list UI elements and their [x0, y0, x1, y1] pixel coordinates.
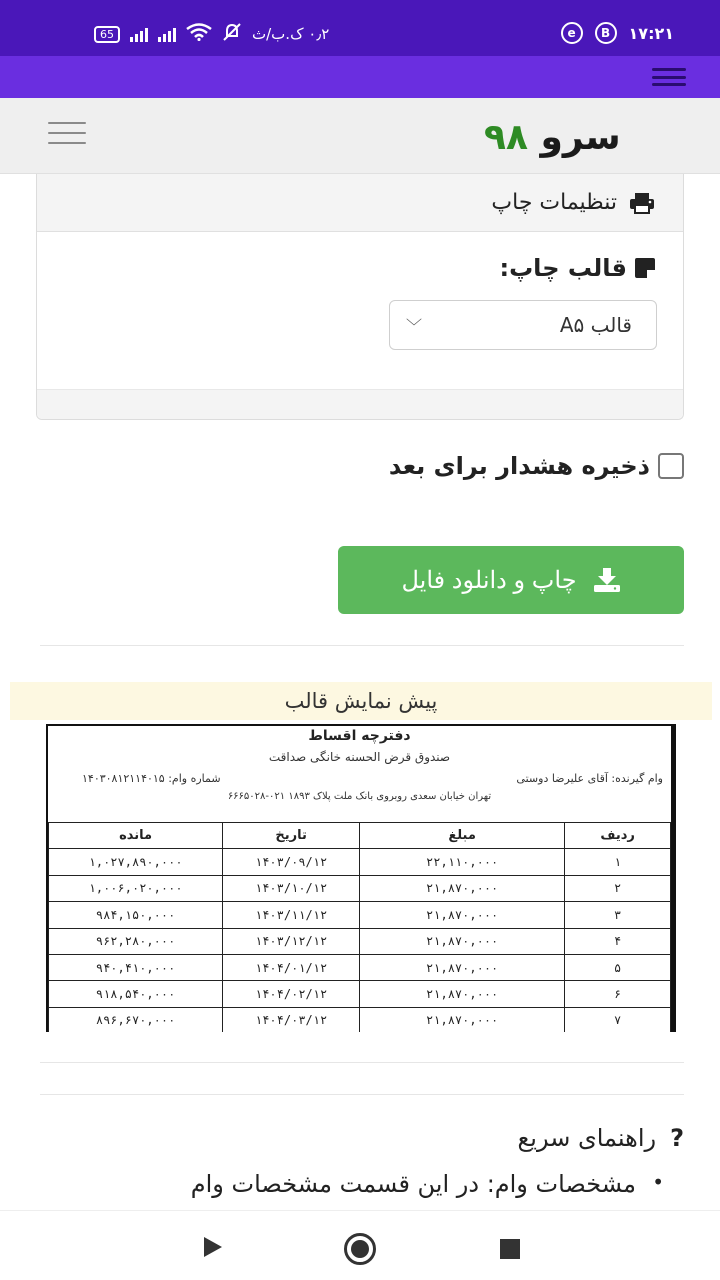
- mute-bell-icon: [222, 22, 242, 46]
- divider: [40, 645, 684, 646]
- cell-row-number: ۶: [565, 981, 671, 1007]
- save-warning-checkbox[interactable]: [658, 453, 684, 479]
- cell-remaining: ۹۸۴,۱۵۰,۰۰۰: [49, 902, 223, 928]
- doc-fund-name: صندوق قرض الحسنه خانگی صداقت: [268, 750, 451, 764]
- card-footer: [37, 389, 683, 419]
- clock: ۱۷:۲۱: [628, 23, 674, 43]
- doc-borrower: وام گیرنده: آقای علیرضا دوستی: [516, 772, 663, 785]
- download-icon: [593, 568, 621, 592]
- doc-loan-number: شماره وام: ۱۴۰۳۰۸۱۲۱۱۴۰۱۵: [82, 772, 221, 785]
- save-warning-label: ذخیره هشدار برای بعد: [388, 452, 650, 480]
- battery-icon: 65: [94, 26, 120, 43]
- table-row: [49, 849, 671, 875]
- signal-icon-2: [158, 26, 176, 42]
- print-settings-card: [36, 174, 684, 420]
- cell-remaining: ۸۹۶,۶۷۰,۰۰۰: [49, 1007, 223, 1032]
- save-warning-row[interactable]: [389, 452, 684, 480]
- site-menu-icon[interactable]: [48, 122, 86, 144]
- preview-document: [46, 724, 676, 1032]
- cell-row-number: ۲: [565, 875, 671, 901]
- doc-title: دفترچه اقساط: [308, 728, 411, 744]
- cell-date: ۱۴۰۴/۰۱/۱۲: [223, 954, 360, 980]
- template-select-value: قالب A۵: [559, 313, 632, 337]
- table-row: [49, 981, 671, 1007]
- logo-number: ۹۸: [484, 117, 528, 158]
- menu-icon[interactable]: [652, 68, 686, 86]
- divider: [40, 1094, 684, 1095]
- cell-amount: ۲۱,۸۷۰,۰۰۰: [360, 902, 565, 928]
- cell-remaining: ۱,۰۲۷,۸۹۰,۰۰۰: [49, 849, 223, 875]
- b-notification-icon: B: [595, 22, 617, 44]
- header-row-number: ردیف: [565, 823, 671, 849]
- doc-address: تهران خیابان سعدی روبروی بانک ملت پلاک ۱۸۹۳ ۰۲۱-۶۶۶۵۰۲۸: [227, 791, 492, 802]
- system-nav-bar: [0, 1210, 720, 1280]
- divider: [40, 1062, 684, 1063]
- chevron-down-icon: ﹀: [406, 316, 423, 336]
- quick-guide-item: • مشخصات وام: در این قسمت مشخصات وام: [191, 1170, 636, 1198]
- cell-date: ۱۴۰۴/۰۳/۱۲: [223, 1007, 360, 1032]
- cell-amount: ۲۱,۸۷۰,۰۰۰: [360, 1007, 565, 1032]
- template-label-row: [499, 254, 655, 282]
- status-left-group: [94, 22, 329, 46]
- table-row: [49, 902, 671, 928]
- status-right-group: [561, 22, 674, 44]
- cell-amount: ۲۱,۸۷۰,۰۰۰: [360, 954, 565, 980]
- cell-date: ۱۴۰۳/۰۹/۱۲: [223, 849, 360, 875]
- print-download-label: چاپ و دانلود فایل: [401, 566, 577, 594]
- doc-info-line: [48, 772, 671, 785]
- site-logo[interactable]: [484, 116, 621, 160]
- cell-row-number: ۱: [565, 849, 671, 875]
- cell-remaining: ۹۱۸,۵۴۰,۰۰۰: [49, 981, 223, 1007]
- table-header-row: [49, 823, 671, 849]
- print-download-button[interactable]: [338, 546, 684, 614]
- preview-label: پیش نمایش قالب: [10, 682, 712, 720]
- table-row: [49, 875, 671, 901]
- cell-row-number: ۵: [565, 954, 671, 980]
- table-row: [49, 1007, 671, 1032]
- status-bar: [0, 0, 720, 56]
- template-label: قالب چاپ:: [499, 254, 627, 282]
- site-header: [0, 98, 720, 174]
- printer-icon: [629, 192, 655, 214]
- table-row: [49, 928, 671, 954]
- quick-guide-title-row: [518, 1124, 684, 1152]
- app-bar: [0, 56, 720, 98]
- sticky-note-icon: [635, 258, 655, 278]
- cell-amount: ۲۱,۸۷۰,۰۰۰: [360, 981, 565, 1007]
- signal-icon: [130, 26, 148, 42]
- network-speed: ۰٫۲ ک.ب/ث: [252, 25, 330, 43]
- cell-row-number: ۳: [565, 902, 671, 928]
- cell-remaining: ۹۶۲,۲۸۰,۰۰۰: [49, 928, 223, 954]
- header-remaining: مانده: [49, 823, 223, 849]
- header-date: تاریخ: [223, 823, 360, 849]
- app-notification-icon: e: [561, 22, 583, 44]
- cell-date: ۱۴۰۳/۱۲/۱۲: [223, 928, 360, 954]
- print-settings-header: [37, 174, 683, 232]
- question-icon: ?: [670, 1124, 684, 1152]
- cell-row-number: ۷: [565, 1007, 671, 1032]
- print-settings-title: تنظیمات چاپ: [491, 190, 617, 215]
- logo-text: سرو: [540, 117, 621, 158]
- cell-remaining: ۱,۰۰۶,۰۲۰,۰۰۰: [49, 875, 223, 901]
- cell-row-number: ۴: [565, 928, 671, 954]
- cell-date: ۱۴۰۳/۱۱/۱۲: [223, 902, 360, 928]
- home-icon[interactable]: [344, 1233, 376, 1265]
- cell-date: ۱۴۰۳/۱۰/۱۲: [223, 875, 360, 901]
- cell-amount: ۲۱,۸۷۰,۰۰۰: [360, 928, 565, 954]
- cell-remaining: ۹۴۰,۴۱۰,۰۰۰: [49, 954, 223, 980]
- table-row: [49, 954, 671, 980]
- wifi-icon: [186, 23, 212, 45]
- cell-amount: ۲۲,۱۱۰,۰۰۰: [360, 849, 565, 875]
- template-select[interactable]: [389, 300, 657, 350]
- cell-amount: ۲۱,۸۷۰,۰۰۰: [360, 875, 565, 901]
- recent-apps-icon[interactable]: [500, 1239, 520, 1259]
- header-amount: مبلغ: [360, 823, 565, 849]
- quick-guide-title: راهنمای سریع: [517, 1124, 657, 1152]
- cell-date: ۱۴۰۴/۰۲/۱۲: [223, 981, 360, 1007]
- back-icon[interactable]: [204, 1237, 222, 1257]
- installments-table: [48, 822, 671, 1032]
